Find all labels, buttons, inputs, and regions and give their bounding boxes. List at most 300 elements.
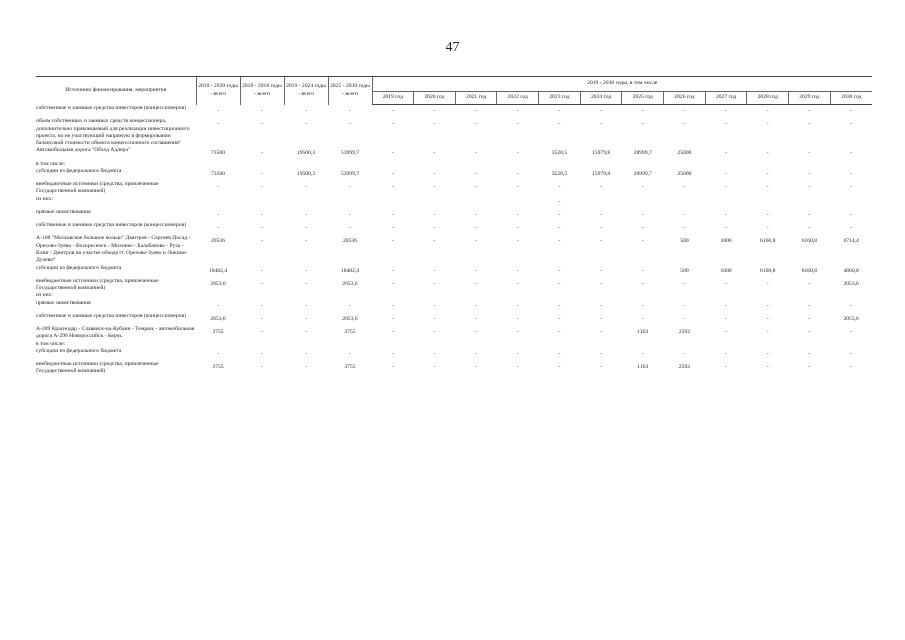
cell-value: 500 <box>680 267 689 274</box>
cell-value: - <box>516 280 519 287</box>
cell-value: - <box>261 315 263 322</box>
cell-value: - <box>516 329 519 336</box>
cell-value: - <box>349 211 351 218</box>
cell-value <box>455 341 497 348</box>
cell-value: - <box>600 350 603 357</box>
cell-value: - <box>725 170 728 177</box>
cell-value: - <box>808 329 811 336</box>
table-row <box>36 105 872 119</box>
cell-value: - <box>516 211 519 218</box>
cell-value: - <box>349 107 351 114</box>
cell-value: - <box>475 350 478 357</box>
table-row <box>36 292 872 299</box>
cell-value: - <box>850 329 853 336</box>
cell-value <box>372 341 414 348</box>
table-row <box>36 313 872 326</box>
cell-value: - <box>261 329 263 336</box>
cell-value: - <box>558 121 561 128</box>
cell-value: - <box>725 280 728 287</box>
header-total-2010-2018: 2010 - 2018 годы - всего <box>240 77 284 105</box>
cell-value: - <box>391 280 394 287</box>
cell-value <box>284 196 328 209</box>
cell-value: 19500,3 <box>296 170 316 177</box>
cell-value: 19500,3 <box>296 150 316 157</box>
cell-value: - <box>433 350 436 357</box>
cell-value: - <box>725 329 728 336</box>
cell-value <box>664 341 706 348</box>
cell-value: - <box>433 170 436 177</box>
cell-value <box>240 161 284 168</box>
cell-value: - <box>641 211 644 218</box>
cell-value <box>196 161 240 168</box>
cell-value: - <box>558 350 561 357</box>
cell-value: - <box>261 350 263 357</box>
cell-value <box>497 196 539 209</box>
header-year: 2025 год <box>622 92 664 105</box>
cell-value <box>705 341 747 348</box>
cell-value: - <box>261 184 263 191</box>
cell-value <box>747 292 789 299</box>
cell-value: - <box>516 225 519 232</box>
cell-value: - <box>475 150 478 157</box>
cell-value: 2053,6 <box>210 280 226 287</box>
cell-value: - <box>850 108 853 114</box>
cell-value <box>622 196 664 209</box>
cell-value: - <box>808 170 811 177</box>
cell-value: - <box>391 184 394 191</box>
cell-value: - <box>600 302 603 309</box>
cell-value <box>284 161 328 168</box>
cell-value: - <box>808 108 811 114</box>
cell-value: 18482,4 <box>208 267 228 274</box>
cell-value: - <box>683 315 686 322</box>
cell-value: - <box>808 211 811 218</box>
cell-value: - <box>600 121 603 128</box>
cell-value <box>196 341 240 348</box>
cell-value: - <box>475 364 478 371</box>
cell-value: - <box>850 184 853 191</box>
cell-value: - <box>766 184 769 191</box>
cell-value: - <box>305 302 307 309</box>
page-number: 47 <box>445 40 460 55</box>
header-year: 2026 год <box>664 92 706 105</box>
cell-value: - <box>391 225 394 232</box>
cell-value <box>664 161 706 168</box>
cell-value: - <box>433 108 436 114</box>
cell-value <box>328 292 372 299</box>
cell-value: - <box>433 280 436 287</box>
table-row <box>36 361 872 376</box>
cell-value <box>789 196 831 209</box>
table-row <box>36 300 872 313</box>
table-row <box>36 341 872 348</box>
cell-value <box>328 341 372 348</box>
cell-value: - <box>558 364 561 371</box>
row-label: Автомобильная дорога "Обход Адлера" <box>36 147 131 154</box>
row-label: объем собственных и заемных средств концессионера, дополнительно привлекаемый для реализации инвестиционного проекта, но не участвующий напрямую в формировании балансовой стоимости объекта концессионного соглашения³ <box>36 118 190 147</box>
cell-value: - <box>600 184 603 191</box>
cell-value: - <box>261 267 263 274</box>
table-row <box>36 278 872 293</box>
cell-value: 2053,6 <box>210 315 226 322</box>
cell-value: - <box>305 267 307 274</box>
cell-value: - <box>349 225 351 232</box>
header-year: 2021 год <box>455 92 497 105</box>
cell-value: - <box>261 150 263 157</box>
table-row <box>36 118 872 147</box>
cell-value: - <box>808 121 811 128</box>
cell-value: 3755 <box>344 329 356 336</box>
cell-value: - <box>558 211 561 218</box>
cell-value: - <box>725 150 728 157</box>
cell-value: 73500 <box>211 150 225 157</box>
cell-value: - <box>475 302 478 309</box>
cell-value: - <box>305 329 307 336</box>
cell-value <box>414 341 456 348</box>
cell-value: - <box>725 184 728 191</box>
cell-value: - <box>558 108 561 114</box>
cell-value: - <box>641 302 644 309</box>
cell-value: 20536 <box>211 238 225 245</box>
financing-table <box>36 76 872 376</box>
row-label: прямые заимствования <box>36 208 91 215</box>
cell-value: - <box>391 329 394 336</box>
cell-value: - <box>725 315 728 322</box>
cell-value: - <box>766 315 769 322</box>
cell-value: - <box>391 350 394 357</box>
header-year: 2019 год <box>372 92 414 105</box>
cell-value: - <box>475 121 478 128</box>
cell-value: 1000 <box>720 238 732 245</box>
cell-value: - <box>808 364 811 371</box>
cell-value <box>789 161 831 168</box>
cell-value: - <box>391 211 394 218</box>
cell-value <box>580 341 622 348</box>
cell-value <box>328 196 372 209</box>
cell-value <box>705 196 747 209</box>
cell-value: - <box>558 225 561 232</box>
table-row <box>36 196 872 209</box>
cell-value <box>497 341 539 348</box>
cell-value: - <box>261 238 263 245</box>
cell-value: 25000 <box>677 170 692 177</box>
cell-value: - <box>600 280 603 287</box>
cell-value: - <box>433 225 436 232</box>
cell-value: - <box>261 107 263 114</box>
cell-value: 20536 <box>343 238 357 245</box>
cell-value: - <box>217 121 219 128</box>
cell-value: - <box>433 364 436 371</box>
cell-value: - <box>850 170 853 177</box>
cell-value: - <box>766 150 769 157</box>
table-row <box>36 265 872 278</box>
cell-value: - <box>305 238 307 245</box>
cell-value: - <box>683 302 686 309</box>
cell-value: - <box>725 108 728 114</box>
cell-value: 6160,8 <box>801 267 818 274</box>
cell-value <box>747 341 789 348</box>
cell-value <box>622 341 664 348</box>
cell-value <box>622 161 664 168</box>
cell-value: - <box>683 184 686 191</box>
header-year: 2029 год <box>789 92 831 105</box>
cell-value: - <box>261 121 263 128</box>
cell-value: - <box>766 108 769 114</box>
cell-value <box>497 292 539 299</box>
cell-value: - <box>808 315 811 322</box>
header-total-2025-2030: 2025 - 2030 годы - всего <box>328 77 372 105</box>
row-label: прямые заимствования <box>36 299 91 306</box>
cell-value <box>196 196 240 209</box>
cell-value: - <box>217 107 219 114</box>
cell-value <box>705 161 747 168</box>
cell-value: 6160,8 <box>801 238 818 245</box>
cell-value: - <box>516 121 519 128</box>
cell-value <box>372 196 414 209</box>
cell-value <box>747 196 789 209</box>
cell-value: - <box>475 108 478 114</box>
cell-value: - <box>391 170 394 177</box>
row-label: собственные и заемные средства инвесторов (концессионеров) <box>36 104 186 111</box>
header-year: 2023 год <box>539 92 581 105</box>
cell-value: - <box>261 225 263 232</box>
row-label: внебюджетные источники (средства, привлеченные Государственной компанией) <box>36 277 159 292</box>
cell-value: - <box>305 211 307 218</box>
header-year: 2024 год <box>580 92 622 105</box>
cell-value: - <box>305 225 307 232</box>
cell-value: - <box>391 267 394 274</box>
cell-value: - <box>558 238 561 245</box>
cell-value: - <box>850 302 853 309</box>
row-label: в том числе: <box>36 340 66 347</box>
cell-value: - <box>808 302 811 309</box>
cell-value: - <box>217 211 219 218</box>
cell-value: - <box>600 329 603 336</box>
cell-value: - <box>391 108 394 114</box>
table-row <box>36 209 872 222</box>
cell-value: - <box>641 225 644 232</box>
cell-value: 3755 <box>212 364 224 371</box>
cell-value: - <box>475 315 478 322</box>
header-year: 2022 год <box>497 92 539 105</box>
cell-value <box>622 292 664 299</box>
cell-value: - <box>766 329 769 336</box>
cell-value: - <box>850 364 853 371</box>
cell-value: - <box>641 238 644 245</box>
cell-value: - <box>766 121 769 128</box>
cell-value: - <box>516 170 519 177</box>
cell-value: - <box>600 238 603 245</box>
table-row <box>36 222 872 235</box>
cell-value: - <box>516 267 519 274</box>
cell-value: - <box>516 302 519 309</box>
cell-value: 2592 <box>678 364 691 371</box>
cell-value: - <box>641 108 644 114</box>
cell-value <box>830 292 872 299</box>
cell-value: 2053,6 <box>342 315 358 322</box>
cell-value <box>664 292 706 299</box>
cell-value: - <box>725 121 728 128</box>
row-label: внебюджетные источники (средства, привлеченные Государственной компанией) <box>36 181 159 195</box>
cell-value: - <box>433 211 436 218</box>
cell-value: - <box>683 225 686 232</box>
cell-value <box>539 341 581 348</box>
header-total-2010-2030: 2010 - 2030 годы - всего <box>196 77 240 105</box>
cell-value <box>414 161 456 168</box>
cell-value: - <box>766 211 769 218</box>
cell-value: - <box>433 302 436 309</box>
cell-value: - <box>808 150 811 157</box>
cell-value: - <box>850 225 853 232</box>
cell-value: - <box>261 170 263 177</box>
table-row <box>36 326 872 341</box>
cell-value: - <box>766 302 769 309</box>
cell-value: - <box>475 280 478 287</box>
cell-value: 6160,8 <box>760 238 776 245</box>
cell-value: - <box>391 121 394 128</box>
cell-value: - <box>349 302 351 309</box>
table-row <box>36 235 872 264</box>
cell-value: 2592 <box>678 329 691 336</box>
cell-value: - <box>475 329 478 336</box>
cell-value: - <box>808 280 811 287</box>
cell-value: - <box>558 302 561 309</box>
cell-value: - <box>558 280 561 287</box>
cell-value <box>705 292 747 299</box>
cell-value <box>539 292 581 299</box>
cell-value: 1163 <box>637 329 649 336</box>
table-row <box>36 348 872 361</box>
cell-value <box>747 161 789 168</box>
cell-value: - <box>558 198 561 205</box>
header-source: Источники финансирования, мероприятия <box>36 77 196 105</box>
table-row <box>36 181 872 196</box>
cell-value: - <box>516 238 519 245</box>
cell-value: - <box>683 211 686 218</box>
cell-value: 2053,6 <box>342 280 358 287</box>
cell-value: - <box>808 350 811 357</box>
row-label: собственные и заемные средства инвесторов (концессионеров) <box>36 312 186 319</box>
cell-value: - <box>516 184 519 191</box>
cell-value: - <box>725 364 728 371</box>
header-year: 2030 год <box>830 92 872 105</box>
cell-value: - <box>349 184 351 191</box>
row-label: субсидии из федерального бюджета <box>36 264 122 271</box>
cell-value: - <box>217 225 219 232</box>
cell-value: - <box>305 107 307 114</box>
cell-value: - <box>433 315 436 322</box>
cell-value: - <box>808 225 811 232</box>
cell-value <box>580 161 622 168</box>
cell-value <box>372 292 414 299</box>
cell-value <box>240 341 284 348</box>
cell-value: 2053,6 <box>843 280 859 287</box>
cell-value: - <box>433 150 436 157</box>
cell-value: 3520,5 <box>551 150 568 157</box>
cell-value: - <box>850 211 853 218</box>
cell-value: - <box>558 329 561 336</box>
cell-value: - <box>475 170 478 177</box>
cell-value: 28999,7 <box>633 150 652 157</box>
cell-value: 3520,5 <box>551 170 568 177</box>
cell-value <box>455 196 497 209</box>
cell-value: - <box>305 364 307 371</box>
cell-value: - <box>600 211 603 218</box>
cell-value: - <box>641 184 644 191</box>
cell-value: - <box>433 121 436 128</box>
cell-value <box>372 161 414 168</box>
cell-value: - <box>850 121 853 128</box>
cell-value: 28999,7 <box>633 170 652 177</box>
row-label: А-289 Краснодар - Славянск-на-Кубани - Темрюк - автомобильная дорога А-290 Новороссийск - Керчь <box>36 326 195 340</box>
cell-value: - <box>641 121 644 128</box>
cell-value <box>497 161 539 168</box>
cell-value <box>414 196 456 209</box>
cell-value: - <box>641 350 644 357</box>
cell-value: - <box>725 350 728 357</box>
cell-value: - <box>433 329 436 336</box>
cell-value <box>240 196 284 209</box>
cell-value: - <box>558 267 561 274</box>
row-label: А-108 "Московское большое кольцо" Дмитров - Сергиев Посад - Орехово-Зуево - Воскресенск - Михнево - Балабаново - Руза - Клин - Дмитров на участке обхода гг. Орехово-Зуево и Ликино-Дулево⁴ <box>36 235 191 264</box>
cell-value: - <box>766 280 769 287</box>
row-label: внебюджетные источники (средства, привлеченные Государственной компанией) <box>36 361 159 375</box>
cell-value: - <box>391 150 394 157</box>
cell-value <box>455 161 497 168</box>
cell-value: - <box>641 280 644 287</box>
header-year: 2028 год <box>747 92 789 105</box>
cell-value: - <box>217 350 219 357</box>
cell-value: - <box>391 364 394 371</box>
cell-value: - <box>725 225 728 232</box>
cell-value: - <box>391 302 394 309</box>
cell-value: - <box>305 121 307 128</box>
table-row <box>36 161 872 168</box>
cell-value: - <box>516 364 519 371</box>
cell-value: - <box>725 302 728 309</box>
row-label: собственные и заемные средства инвесторов (концессионеров) <box>36 222 186 229</box>
cell-value <box>539 161 581 168</box>
cell-value: - <box>683 108 686 114</box>
cell-value <box>455 292 497 299</box>
header-total-2019-2024: 2019 - 2024 годы - всего <box>284 77 328 105</box>
cell-value: 2053,6 <box>843 315 859 322</box>
cell-value: 4660,8 <box>843 267 859 274</box>
cell-value: - <box>433 267 436 274</box>
cell-value: - <box>433 184 436 191</box>
cell-value: - <box>516 150 519 157</box>
cell-value: - <box>766 170 769 177</box>
header-years-span: 2019 - 2030 годы, в том числе <box>372 77 872 92</box>
cell-value: - <box>516 108 519 114</box>
cell-value: - <box>475 267 478 274</box>
cell-value: - <box>261 302 263 309</box>
cell-value: - <box>558 315 561 322</box>
cell-value: - <box>305 280 307 287</box>
cell-value <box>789 341 831 348</box>
cell-value: - <box>725 211 728 218</box>
cell-value: 1163 <box>637 364 649 371</box>
row-label: субсидии из федерального бюджета <box>36 167 122 174</box>
cell-value: - <box>600 108 603 114</box>
cell-value: - <box>475 211 478 218</box>
cell-value <box>580 196 622 209</box>
cell-value: - <box>433 238 436 245</box>
row-label: из них: <box>36 292 53 299</box>
row-label: в том числе: <box>36 160 66 167</box>
table-row <box>36 168 872 181</box>
cell-value: 53999,7 <box>340 170 360 177</box>
